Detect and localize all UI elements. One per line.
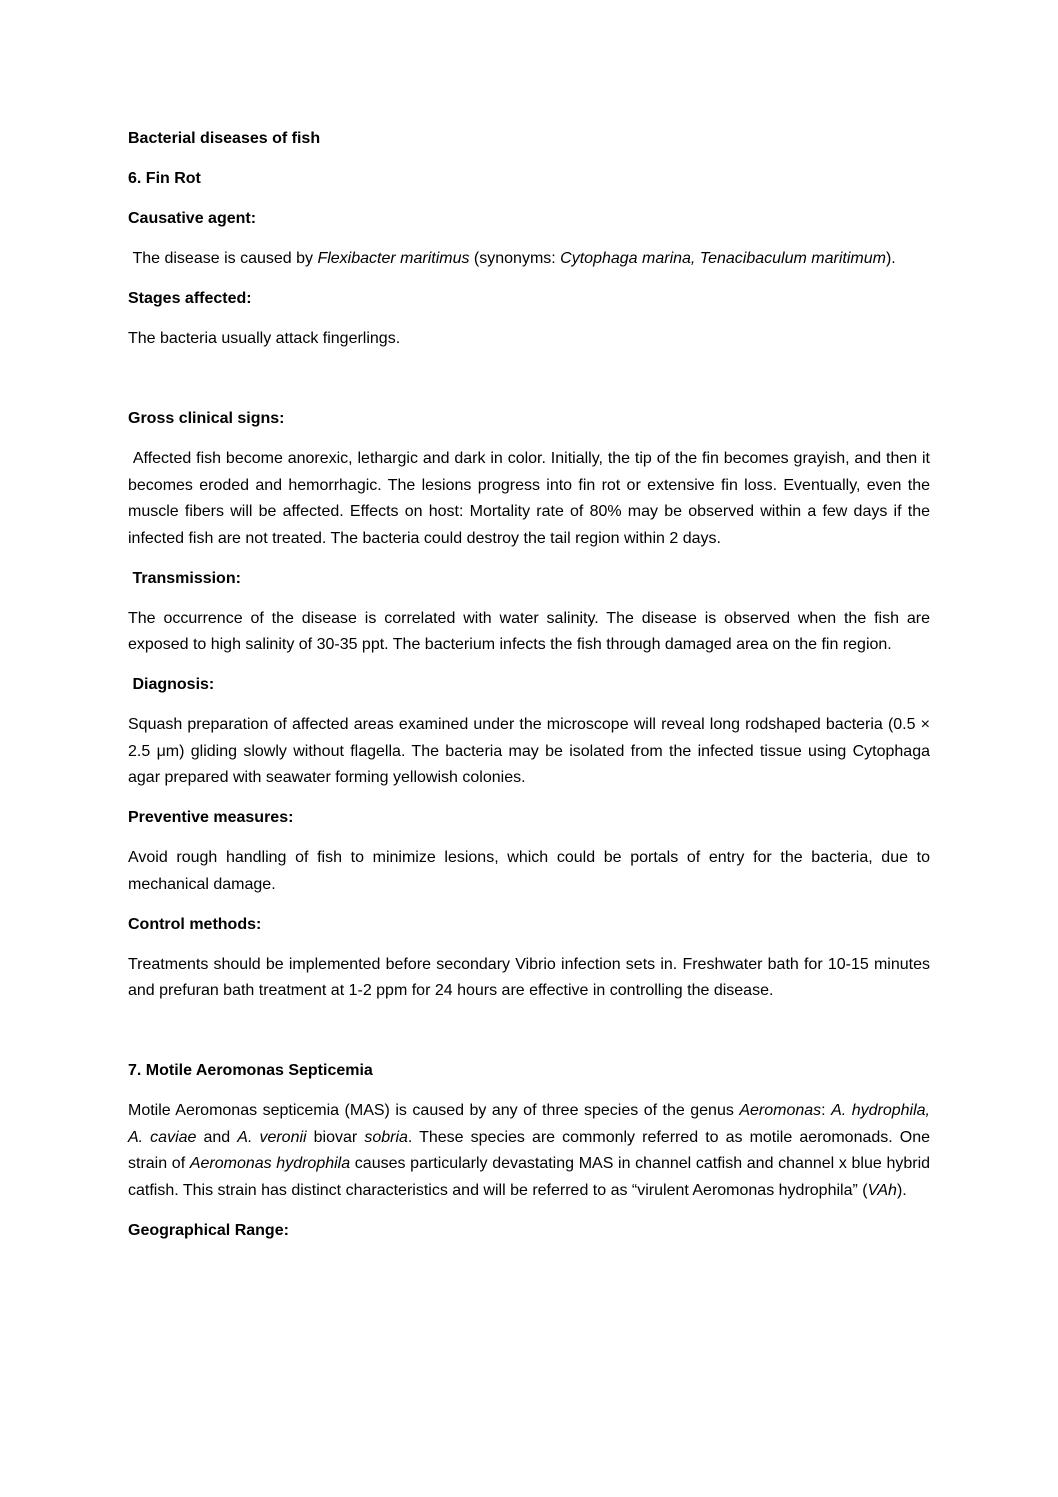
text-run: causes particularly devastating MAS in channel catfish and channel x blue hybrid catfish. This strain has distinct characteristics and will be referred to as “virulent Aeromonas hydrophila” ( (128, 1155, 935, 1199)
doc-paragraph (128, 845, 935, 898)
text-run: biovar (306, 1128, 365, 1146)
text-run: and (196, 1128, 238, 1146)
doc-paragraph (128, 246, 930, 273)
doc-spacer (128, 1018, 930, 1045)
doc-heading: Preventive measures: (128, 809, 294, 826)
text-run: ). (885, 250, 896, 267)
doc-heading: Causative agent: (128, 210, 257, 227)
text-run: Flexibacter maritimus (317, 250, 470, 267)
doc-paragraph (128, 1098, 935, 1204)
doc-heading: Control methods: (128, 915, 262, 933)
text-run: A. hydrophila, A. caviae (128, 1102, 934, 1146)
text-run: Aeromonas hydrophila (189, 1155, 351, 1172)
doc-paragraph (128, 952, 935, 1005)
text-run: Cytophaga marina, Tenacibaculum maritimum (560, 250, 886, 267)
text-run: ). (896, 1181, 907, 1199)
doc-paragraph (128, 326, 930, 353)
text-run: (synonyms: (469, 250, 561, 267)
doc-heading: Bacterial diseases of fish (128, 130, 321, 147)
doc-paragraph (128, 446, 935, 552)
text-run: The disease is caused by (128, 250, 318, 267)
doc-spacer (128, 366, 930, 393)
text-run: VAh (867, 1181, 897, 1199)
doc-heading: 7. Motile Aeromonas Septicemia (128, 1062, 373, 1079)
doc-heading: Geographical Range: (128, 1221, 289, 1239)
text-run: Aeromonas (739, 1102, 822, 1119)
text-run: . These species are commonly referred to as motile aeromonads. One strain of (128, 1128, 935, 1172)
doc-heading: Diagnosis: (128, 676, 215, 693)
text-run: Avoid rough handling of fish to minimize lesions, which could be portals of entry for the bacteria, due to mechanical damage. (128, 849, 935, 893)
text-run: The occurrence of the disease is correlated with water salinity. The disease is observed when the fish are exposed to high salinity of 30-35 ppt. The bacterium infects the fish through damaged area on the fin region. (128, 609, 935, 653)
doc-heading: 6. Fin Rot (128, 170, 201, 187)
text-run: Squash preparation of affected areas examined under the microscope will reveal long rodshaped bacteria (0.5 × 2.5 μm) gliding slowly without flagella. The bacteria may be isolated from the infected tissue using Cytophaga agar prepared with seawater forming yellowish colonies. (128, 716, 935, 786)
text-run: The bacteria usually attack fingerlings. (128, 330, 401, 347)
text-run: Treatments should be implemented before secondary Vibrio infection sets in. Freshwater bath for 10-15 minutes and prefuran bath treatment at 1-2 ppm for 24 hours are effective in controlling the disease. (128, 955, 935, 999)
doc-paragraph (128, 712, 935, 792)
doc-heading: Transmission: (128, 569, 241, 587)
text-run: sobria (364, 1128, 408, 1146)
text-run: Affected fish become anorexic, lethargic and dark in color. Initially, the tip of the fin becomes grayish, and then it becomes eroded and hemorrhagic. The lesions progress into fin rot or extensive fin loss. Eventually, even the muscle fibers will be affected. Effects on host: Mortality rate of 80% may be observed within a few days if the infected fish are not treated. The bacteria could destroy the tail region within 2 days. (128, 450, 935, 547)
doc-paragraph (128, 606, 935, 659)
text-run: Motile Aeromonas septicemia (MAS) is caused by any of three species of the genus (128, 1102, 740, 1119)
doc-heading: Stages affected: (128, 290, 252, 307)
text-run: : (821, 1102, 832, 1119)
text-run: A. veronii (237, 1128, 307, 1146)
doc-heading: Gross clinical signs: (128, 410, 285, 427)
